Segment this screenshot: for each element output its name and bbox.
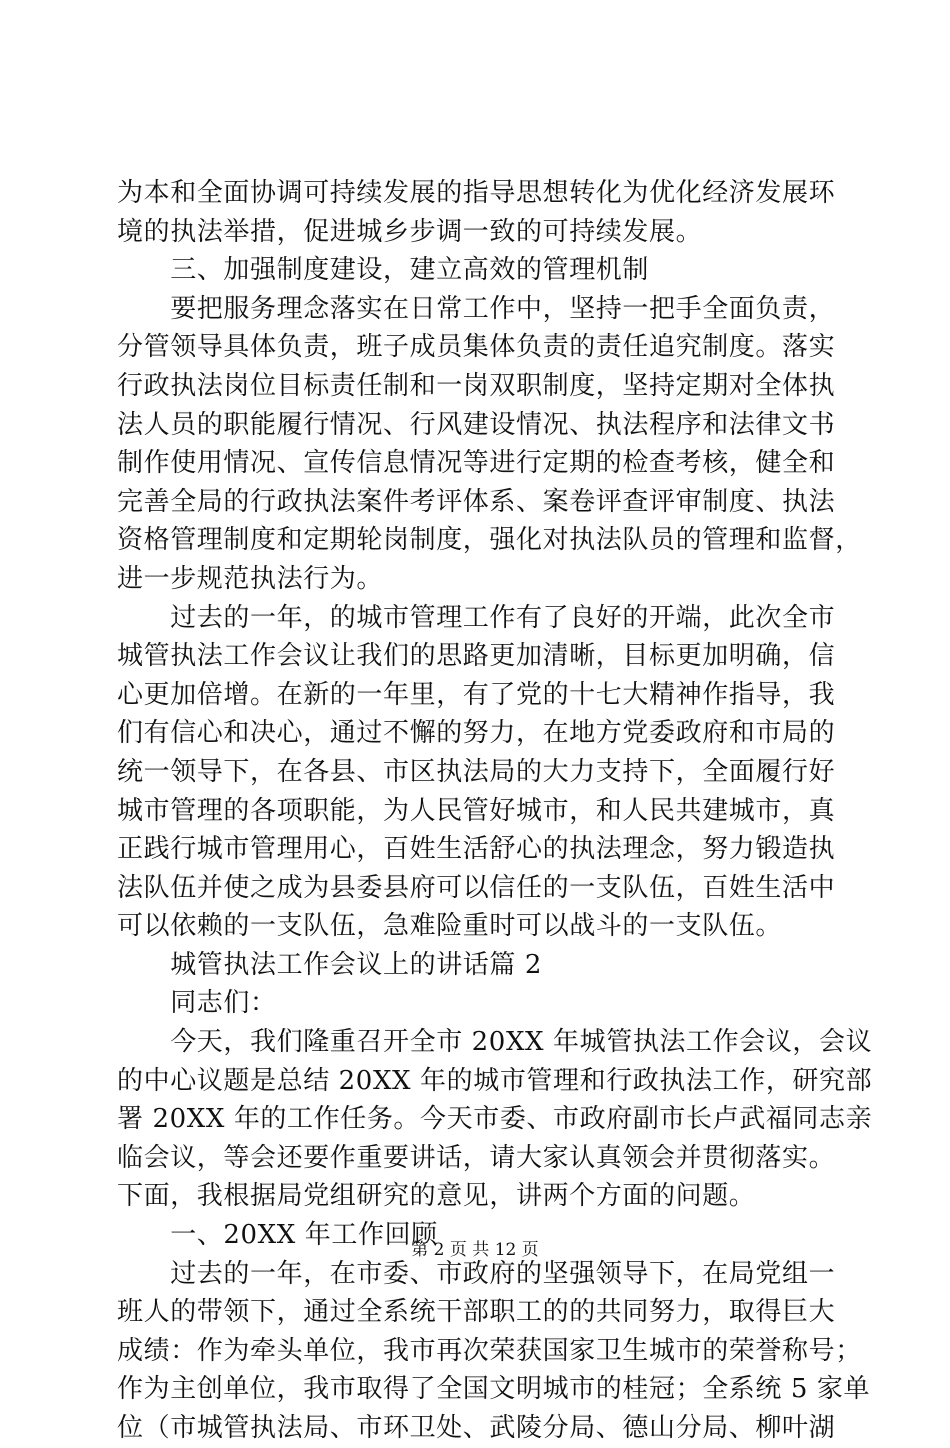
text-line: 的中心议题是总结 20XX 年的城市管理和行政执法工作，研究部 (117, 1065, 873, 1096)
text-line: 今天，我们隆重召开全市 20XX 年城管执法工作会议，会议 (117, 1027, 873, 1058)
text-line: 可以依赖的一支队伍，急难险重时可以战斗的一支队伍。 (117, 911, 783, 942)
text-line: 临会议，等会还要作重要讲话，请大家认真领会并贯彻落实。 (117, 1142, 836, 1173)
text-line: 下面，我根据局党组研究的意见，讲两个方面的问题。 (117, 1181, 756, 1212)
text-line: 行政执法岗位目标责任制和一岗双职制度，坚持定期对全体执 (117, 370, 836, 401)
text-line: 作为主创单位，我市取得了全国文明城市的桂冠；全系统 5 家单 (117, 1374, 871, 1405)
text-line: 境的执法举措，促进城乡步调一致的可持续发展。 (117, 216, 703, 247)
text-line: 资格管理制度和定期轮岗制度，强化对执法队员的管理和监督， (117, 525, 862, 556)
speech-title: 城管执法工作会议上的讲话篇 2 (117, 949, 543, 980)
text-line: 完善全局的行政执法案件考评体系、案卷评查评审制度、执法 (117, 486, 836, 517)
text-line: 法人员的职能履行情况、行风建设情况、执法程序和法律文书 (117, 409, 836, 440)
text-line: 城管执法工作会议让我们的思路更加清晰，目标更加明确，信 (117, 641, 836, 672)
text-line: 统一领导下，在各县、市区执法局的大力支持下，全面履行好 (117, 756, 836, 787)
text-line: 分管领导具体负责，班子成员集体负责的责任追究制度。落实 (117, 332, 836, 363)
text-line: 成绩：作为牵头单位，我市再次荣获国家卫生城市的荣誉称号； (117, 1335, 862, 1366)
text-line: 制作使用情况、宣传信息情况等进行定期的检查考核，健全和 (117, 448, 836, 479)
section-heading: 三、加强制度建设，建立高效的管理机制 (117, 255, 650, 286)
page-number-footer: 第 2 页 共 12 页 (411, 1240, 539, 1260)
text-line: 为本和全面协调可持续发展的指导思想转化为优化经济发展环 (117, 178, 836, 208)
text-line: 进一步规范执法行为。 (117, 563, 384, 594)
text-line: 们有信心和决心，通过不懈的努力，在地方党委政府和市局的 (117, 718, 836, 749)
text-line: 班人的带领下，通过全系统干部职工的的共同努力，取得巨大 (117, 1297, 836, 1328)
text-line: 位（市城管执法局、市环卫处、武陵分局、德山分局、柳叶湖 (117, 1413, 836, 1443)
text-line: 法队伍并使之成为县委县府可以信任的一支队伍，百姓生活中 (117, 872, 836, 903)
text-line: 要把服务理念落实在日常工作中，坚持一把手全面负责， (117, 293, 836, 324)
text-line: 署 20XX 年的工作任务。今天市委、市政府副市长卢武福同志亲 (117, 1104, 873, 1135)
salutation: 同志们： (117, 988, 277, 1019)
text-line: 心更加倍增。在新的一年里，有了党的十七大精神作指导，我 (117, 679, 836, 710)
section-heading: 一、20XX 年工作回顾 (117, 1220, 438, 1251)
text-line: 城市管理的各项职能，为人民管好城市，和人民共建城市，真 (117, 795, 836, 826)
text-line: 正践行城市管理用心，百姓生活舒心的执法理念，努力锻造执 (117, 834, 836, 865)
text-line: 过去的一年，的城市管理工作有了良好的开端，此次全市 (117, 602, 836, 633)
text-line: 过去的一年，在市委、市政府的坚强领导下，在局党组一 (117, 1258, 836, 1289)
